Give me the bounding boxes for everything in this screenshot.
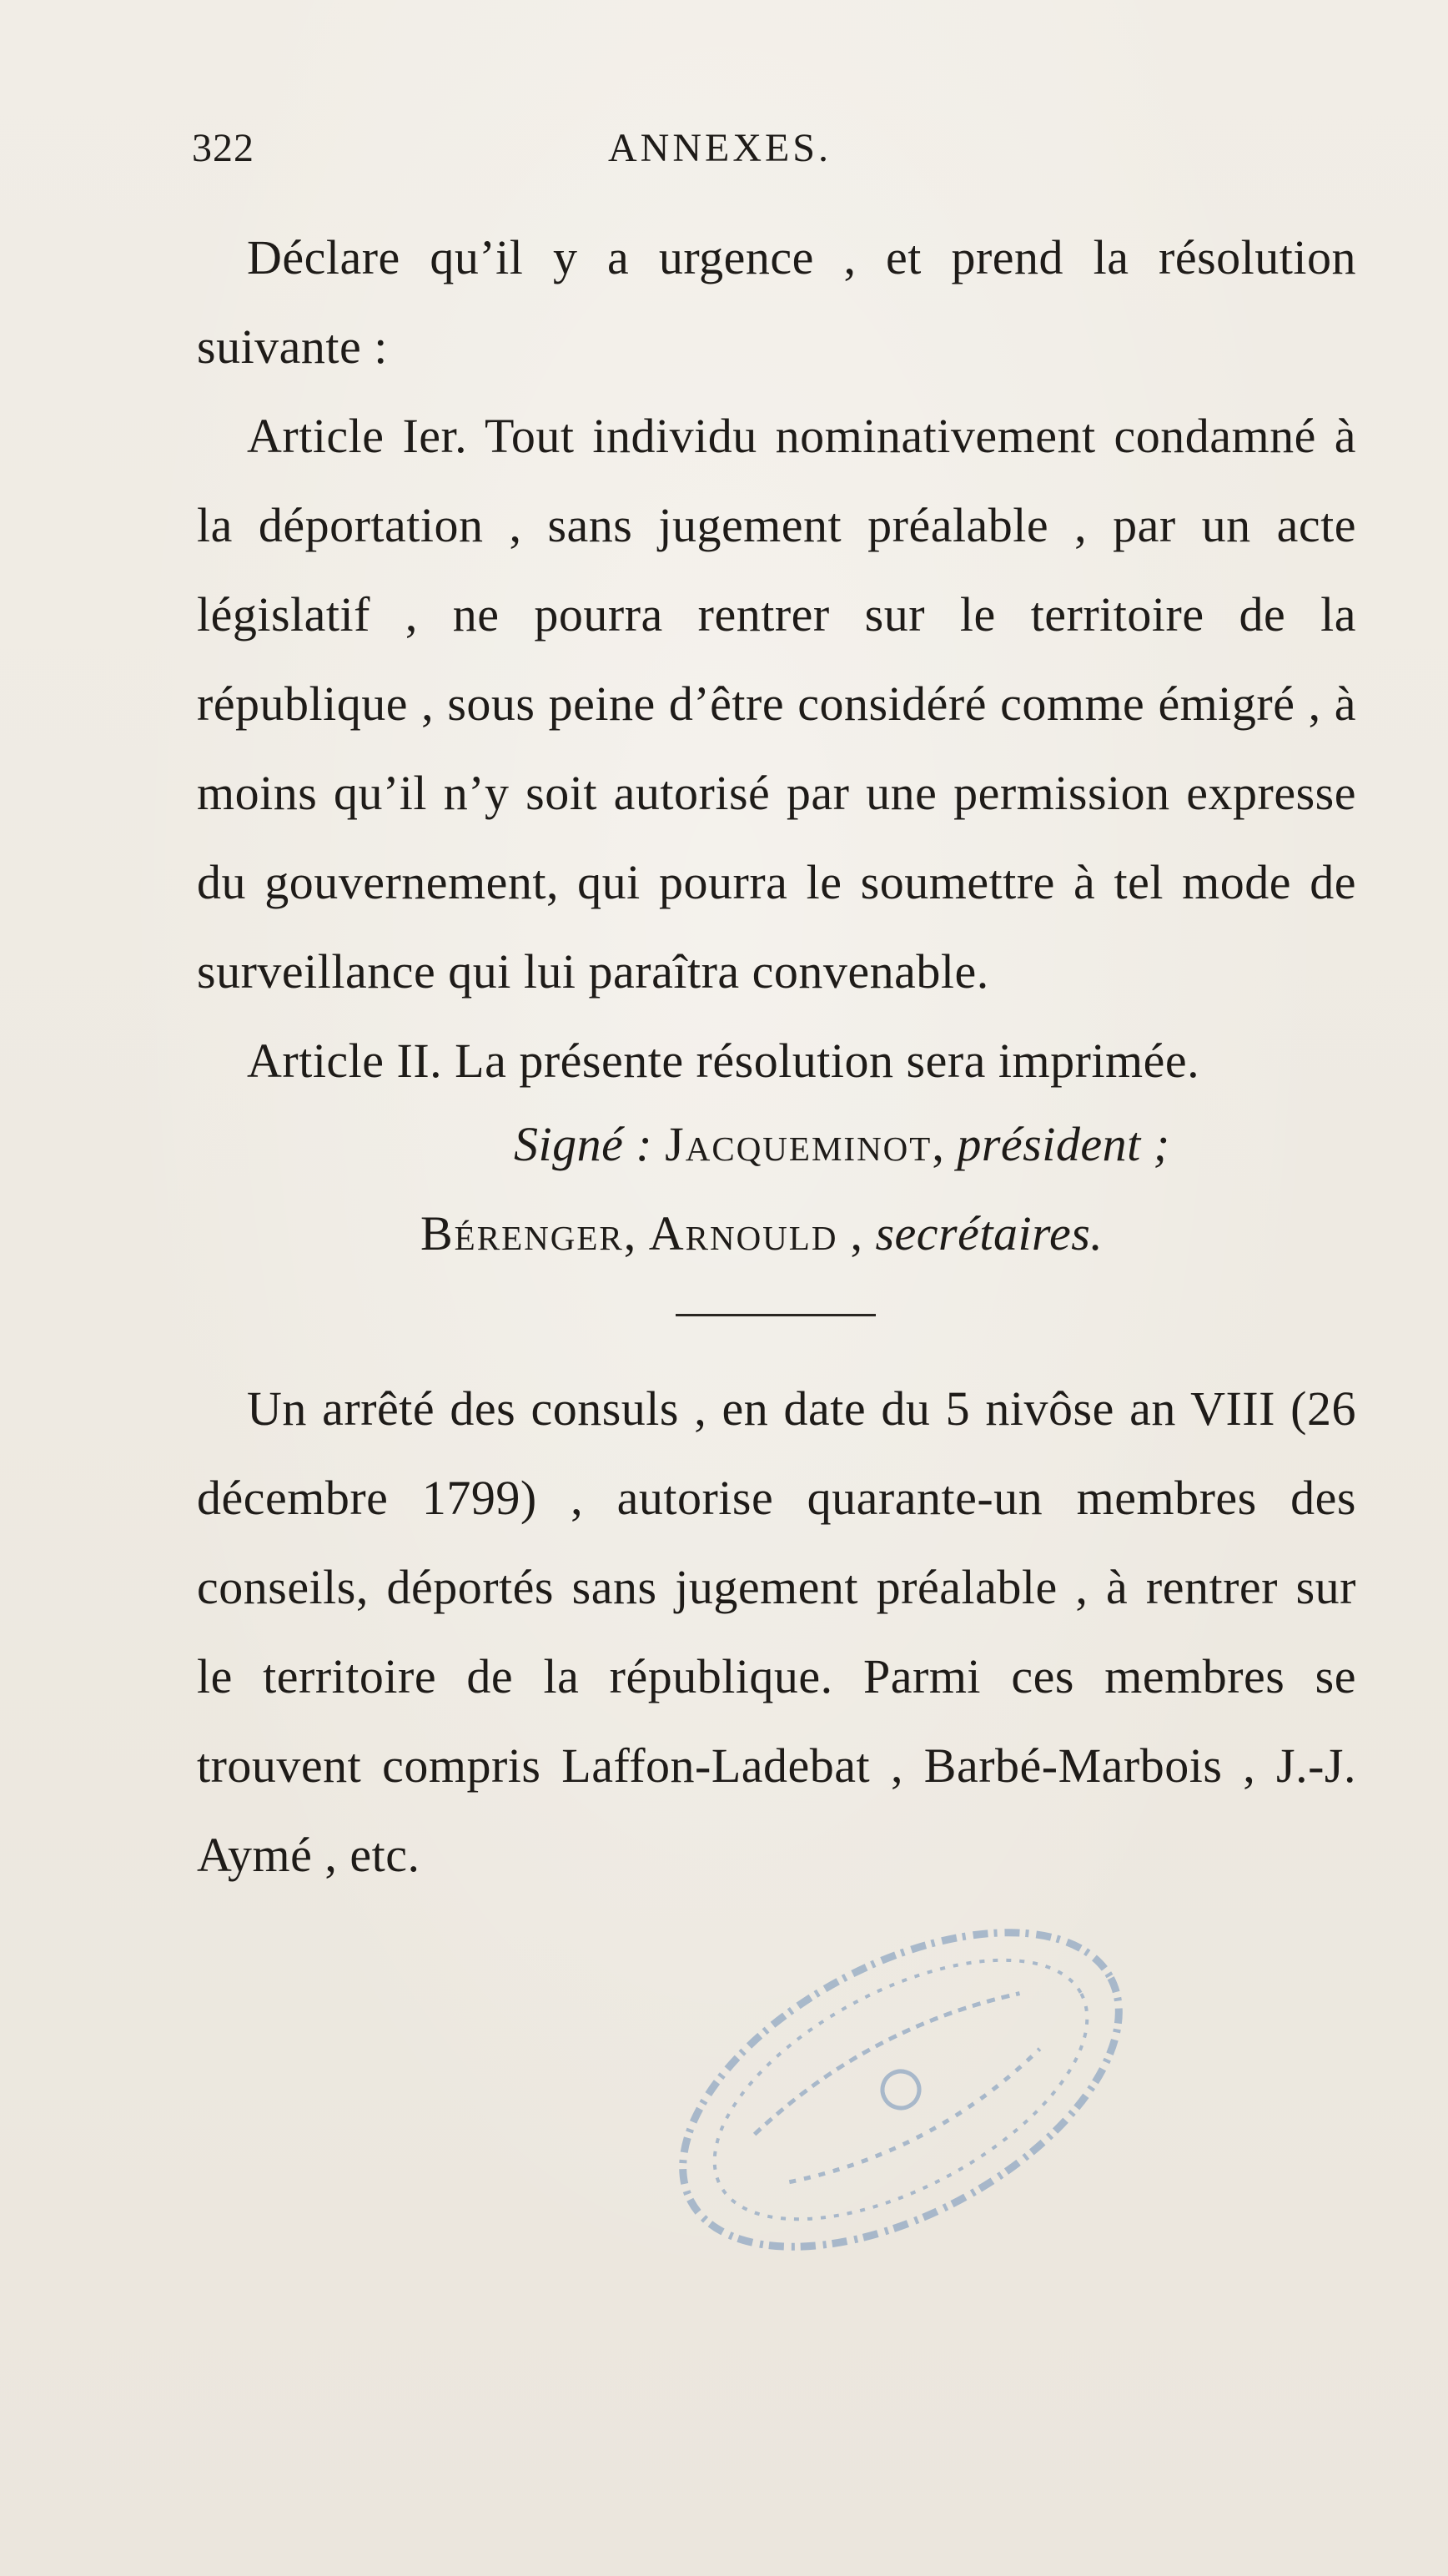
paragraph-urgence: Déclare qu’il y a urgence , et prend la résolution suivante :: [197, 230, 1356, 374]
library-stamp-icon: [634, 1894, 1168, 2286]
signed-label: Signé :: [514, 1117, 653, 1171]
consuls-text: [197, 1364, 1356, 1899]
paragraph-article-2: Article II. La présente résolution sera imprimée.: [247, 1034, 1200, 1088]
paragraph-consuls: Un arrêté des consuls , en date du 5 nivôse an VIII (26 décembre 1799) , autorise quarante-un membres des conseils, déportés sans jugement préalable , à rentrer sur le territoire de la république. Parmi ces membres se trouvent compris Laffon-Ladebat , Barbé-Marbois , J.-J. Aymé , etc.: [197, 1381, 1356, 1882]
president-name: Jacqueminot: [665, 1117, 933, 1171]
paragraph-article-1: Article Ier. Tout individu nominativement condamné à la déportation , sans jugement préalable , par un acte législatif , ne pourra rentrer sur le territoire de la république , sous peine d’être considéré comme émigré , à moins qu’il n’y soit autorisé par une permission expresse du gouvernement, qui pourra le soumettre à tel mode de surveillance qui lui paraîtra convenable.: [197, 409, 1356, 999]
signature-line-president: Signé : Jacqueminot, président ;: [514, 1117, 1170, 1171]
secretary-name-1: Bérenger: [420, 1206, 624, 1260]
section-divider: [676, 1314, 876, 1316]
president-role: président ;: [957, 1117, 1170, 1171]
signature-line-secretaries: Bérenger, Arnould , secrétaires.: [420, 1206, 1104, 1260]
secretaries-role: secrétaires.: [875, 1206, 1104, 1260]
page-number: 322: [192, 126, 254, 170]
running-title: ANNEXES.: [608, 126, 832, 170]
secretary-name-2: Arnould: [648, 1206, 838, 1260]
page-header: [192, 125, 1248, 184]
resolution-text: [197, 213, 1356, 1105]
